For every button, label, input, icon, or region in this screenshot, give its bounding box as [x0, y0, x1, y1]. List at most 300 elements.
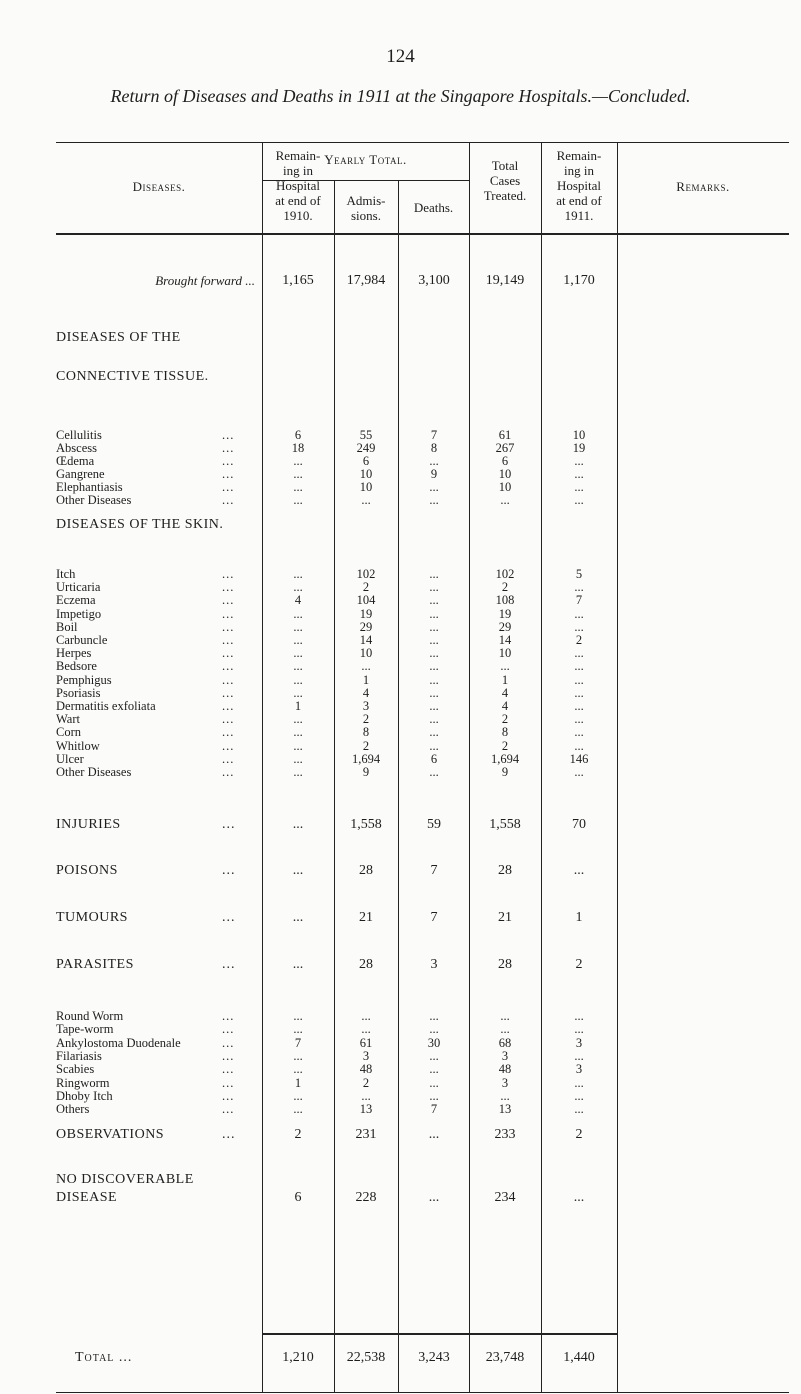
row-label: Dhoby Itch — [56, 1088, 113, 1103]
cell-value: 4 — [362, 685, 370, 700]
cell-value: 7 — [294, 1035, 302, 1050]
table-row — [0, 699, 801, 713]
cell-value: 1 — [575, 910, 583, 925]
cell-value: 14 — [359, 633, 373, 647]
cell-value: 7 — [430, 428, 438, 442]
cell-value: ... — [293, 765, 303, 779]
cell-value: ... — [428, 1190, 440, 1205]
leader-dots: ... — [222, 567, 235, 581]
cell-value: ... — [429, 725, 439, 740]
page-number: 124 — [386, 46, 415, 67]
header-remaining-1911 — [541, 148, 617, 223]
leader-dots: ... — [222, 454, 235, 468]
table-row — [0, 646, 801, 660]
cell-value: ... — [429, 567, 439, 581]
group-row — [0, 864, 801, 878]
header-line: ing in — [283, 163, 313, 178]
cell-value: ... — [292, 863, 304, 878]
row-label: Psoriasis — [56, 685, 101, 700]
cell-value: ... — [293, 454, 303, 468]
cell-value: ... — [293, 1022, 303, 1037]
cell-value: 2 — [501, 738, 509, 753]
cell-value: 6 — [430, 751, 438, 766]
brought-forward-label: Brought forward ... — [155, 273, 255, 288]
table-row — [0, 712, 801, 726]
leader-dots: ... — [222, 441, 235, 455]
leader-dots: ... — [222, 765, 235, 779]
cell-value: ... — [429, 493, 439, 507]
leader-dots: ... — [222, 1009, 235, 1023]
col-rule-3 — [398, 180, 399, 1392]
cell-value: 3,243 — [418, 1350, 450, 1365]
cell-value: ... — [573, 1190, 585, 1205]
cell-value: ... — [292, 957, 304, 972]
cell-value: ... — [293, 567, 303, 581]
cell-value: 233 — [494, 1127, 516, 1142]
row-label: Œdema — [56, 454, 95, 468]
cell-value: 7 — [430, 863, 438, 878]
row-label: Ulcer — [56, 751, 84, 766]
table-row — [0, 493, 801, 507]
cell-value: 1 — [362, 672, 370, 687]
cell-value: 9 — [362, 765, 370, 779]
row-label: Itch — [56, 567, 76, 581]
cell-value: 4 — [294, 593, 302, 608]
cell-value: ... — [429, 659, 439, 674]
leader-dots: ... — [222, 619, 235, 634]
cell-value: ... — [574, 738, 584, 753]
brought-forward-row — [0, 274, 801, 288]
cell-value: 17,984 — [346, 273, 386, 288]
col-rule-2 — [334, 180, 335, 1392]
row-label: Ringworm — [56, 1075, 110, 1090]
header-line: Treated. — [483, 188, 527, 203]
cell-value: 21 — [359, 910, 373, 925]
page-title: Return of Diseases and Deaths in 1911 at the Singapore Hospitals.—Concluded. — [110, 86, 691, 106]
section-skin: DISEASES OF THE SKIN. — [56, 517, 224, 532]
header-line: at end of — [275, 193, 321, 208]
header-line: sions. — [351, 208, 381, 223]
row-label: Other Diseases — [56, 493, 132, 507]
cell-value: 13 — [498, 1102, 512, 1117]
cell-value: 6 — [362, 454, 370, 468]
cell-value: 4 — [501, 699, 509, 713]
cell-value: ... — [574, 765, 584, 779]
cell-value: ... — [293, 738, 303, 753]
cell-value: 19 — [572, 441, 586, 455]
header-line: Hospital — [556, 178, 602, 193]
cell-value: 9 — [501, 765, 509, 779]
cell-value: 102 — [356, 567, 376, 581]
cell-value: 3,100 — [418, 273, 450, 288]
table-row — [0, 765, 801, 779]
no-disease-label-line-1: NO DISCOVERABLE — [56, 1172, 194, 1187]
leader-dots: ... — [222, 480, 235, 494]
row-label: Ankylostoma Duodenale — [56, 1035, 181, 1050]
cell-value: 48 — [359, 1062, 373, 1077]
cell-value: 1,170 — [563, 273, 595, 288]
cell-value: 8 — [362, 725, 370, 740]
leader-dots: ... — [222, 467, 235, 481]
leader-dots: ... — [222, 493, 235, 507]
header-remarks: Remarks. — [676, 179, 730, 194]
cell-value: 22,538 — [346, 1350, 386, 1365]
cell-value: 29 — [359, 619, 373, 634]
row-label: Cellulitis — [56, 428, 102, 442]
cell-value: 6 — [294, 1190, 302, 1205]
cell-value: ... — [293, 580, 303, 595]
cell-value: ... — [292, 910, 304, 925]
header-line: 1910. — [283, 208, 313, 223]
cell-value: ... — [429, 1009, 439, 1023]
cell-value: ... — [361, 1009, 371, 1023]
cell-value: 2 — [575, 1127, 583, 1142]
leader-dots: ... — [222, 699, 235, 713]
header-line: Total — [491, 158, 519, 173]
cell-value: ... — [574, 1102, 584, 1117]
cell-value: ... — [429, 1062, 439, 1077]
cell-value: 6 — [294, 428, 302, 442]
cell-value: 6 — [501, 454, 509, 468]
cell-value: ... — [429, 1048, 439, 1063]
table-row — [0, 480, 801, 494]
cell-value: ... — [574, 467, 584, 481]
cell-value: ... — [500, 1088, 510, 1103]
cell-value: ... — [429, 480, 439, 494]
cell-value: 3 — [575, 1062, 583, 1077]
row-label: Abscess — [56, 441, 97, 455]
table-row — [0, 1009, 801, 1023]
cell-value: 3 — [430, 957, 438, 972]
leader-dots: ... — [222, 606, 235, 621]
cell-value: 10 — [572, 428, 586, 442]
header-deaths: Deaths. — [413, 200, 454, 215]
leader-dots: ... — [222, 1102, 235, 1117]
header-line: ing in — [564, 163, 594, 178]
cell-value: 3 — [362, 1048, 370, 1063]
cell-value: 1,165 — [282, 273, 314, 288]
row-label: Total ... — [75, 1350, 133, 1365]
cell-value: ... — [361, 1022, 371, 1037]
leader-dots: ... — [222, 1022, 235, 1037]
leader-dots: ... — [222, 910, 236, 925]
section-connective-line-2: CONNECTIVE TISSUE. — [56, 369, 209, 384]
group-row — [0, 911, 801, 925]
cell-value: ... — [429, 1088, 439, 1103]
cell-value: 2 — [575, 633, 583, 647]
leader-dots: ... — [222, 428, 235, 442]
cell-value: 249 — [356, 441, 376, 455]
row-label: Herpes — [56, 646, 92, 661]
row-label: Boil — [56, 619, 78, 634]
cell-value: ... — [293, 659, 303, 674]
header-bottom-rule — [56, 233, 789, 235]
cell-value: ... — [293, 493, 303, 507]
cell-value: 10 — [359, 467, 373, 481]
table-row — [0, 454, 801, 468]
cell-value: 23,748 — [485, 1350, 525, 1365]
observations-row — [0, 1128, 801, 1142]
cell-value: 1,694 — [351, 751, 381, 766]
row-label: POISONS — [56, 863, 118, 878]
row-label: INJURIES — [56, 817, 121, 832]
cell-value: 9 — [430, 467, 438, 481]
cell-value: 1,440 — [563, 1350, 595, 1365]
cell-value: 18 — [291, 441, 305, 455]
cell-value: 8 — [501, 725, 509, 740]
cell-value: ... — [293, 1048, 303, 1063]
cell-value: 5 — [575, 567, 583, 581]
row-label: PARASITES — [56, 957, 134, 972]
leader-dots: ... — [222, 957, 236, 972]
header-line: Cases — [489, 173, 521, 188]
cell-value: ... — [429, 685, 439, 700]
cell-value: 1 — [294, 1075, 302, 1090]
row-label: Dermatitis exfoliata — [56, 699, 156, 713]
table-row — [0, 1062, 801, 1076]
cell-value: ... — [293, 712, 303, 727]
total-row — [0, 1351, 801, 1365]
cell-value: ... — [293, 725, 303, 740]
cell-value: 61 — [359, 1035, 373, 1050]
row-label: Round Worm — [56, 1009, 124, 1023]
row-label: Wart — [56, 712, 80, 727]
cell-value: ... — [293, 480, 303, 494]
leader-dots: ... — [222, 1048, 235, 1063]
no-disease-row — [0, 1191, 801, 1205]
cell-value: 2 — [501, 580, 509, 595]
cell-value: ... — [361, 659, 371, 674]
cell-value: 8 — [430, 441, 438, 455]
table-row — [0, 659, 801, 673]
cell-value: ... — [293, 1088, 303, 1103]
cell-value: 10 — [498, 480, 512, 494]
cell-value: 10 — [498, 467, 512, 481]
cell-value: 3 — [501, 1075, 509, 1090]
cell-value: ... — [574, 1009, 584, 1023]
cell-value: 13 — [359, 1102, 373, 1117]
row-label: Tape-worm — [56, 1022, 114, 1037]
cell-value: ... — [429, 454, 439, 468]
header-total-cases — [469, 158, 541, 203]
row-label: Filariasis — [56, 1048, 102, 1063]
table-row — [0, 1049, 801, 1063]
cell-value: ... — [574, 672, 584, 687]
cell-value: ... — [574, 1075, 584, 1090]
cell-value: 19,149 — [485, 273, 525, 288]
table-row — [0, 620, 801, 634]
cell-value: 7 — [575, 593, 583, 608]
row-label: Others — [56, 1102, 90, 1117]
leader-dots: ... — [222, 738, 235, 753]
cell-value: 7 — [430, 910, 438, 925]
row-label: OBSERVATIONS — [56, 1127, 165, 1142]
cell-value: ... — [500, 1009, 510, 1023]
no-disease-label-line-2: DISEASE — [56, 1190, 118, 1205]
cell-value: 7 — [430, 1102, 438, 1117]
total-rule — [262, 1333, 617, 1335]
cell-value: ... — [500, 659, 510, 674]
cell-value: 102 — [495, 567, 515, 581]
leader-dots: ... — [222, 580, 235, 595]
cell-value: 3 — [575, 1035, 583, 1050]
table-row — [0, 1022, 801, 1036]
cell-value: 267 — [495, 441, 515, 455]
table-row — [0, 607, 801, 621]
cell-value: 28 — [498, 957, 512, 972]
cell-value: ... — [292, 817, 304, 832]
leader-dots: ... — [222, 633, 235, 647]
cell-value: 55 — [359, 428, 373, 442]
cell-value: ... — [429, 593, 439, 608]
cell-value: 146 — [569, 751, 589, 766]
cell-value: ... — [293, 467, 303, 481]
top-rule — [56, 142, 789, 143]
row-label: Other Diseases — [56, 765, 132, 779]
cell-value: 1,694 — [490, 751, 520, 766]
table-row — [0, 633, 801, 647]
cell-value: ... — [574, 685, 584, 700]
cell-value: 2 — [501, 712, 509, 727]
cell-value: 2 — [362, 1075, 370, 1090]
cell-value: ... — [429, 699, 439, 713]
cell-value: ... — [500, 1022, 510, 1037]
cell-value: 70 — [572, 817, 586, 832]
row-label: Impetigo — [56, 606, 102, 621]
cell-value: 10 — [359, 646, 373, 661]
cell-value: ... — [429, 738, 439, 753]
leader-dots: ... — [222, 593, 235, 608]
table-row — [0, 1102, 801, 1116]
cell-value: 1 — [294, 699, 302, 713]
cell-value: ... — [293, 685, 303, 700]
cell-value: ... — [429, 606, 439, 621]
cell-value: ... — [428, 1127, 440, 1142]
leader-dots: ... — [222, 1062, 235, 1077]
row-label: Scabies — [56, 1062, 95, 1077]
group-row — [0, 818, 801, 832]
cell-value: 234 — [494, 1190, 516, 1205]
table-row — [0, 686, 801, 700]
leader-dots: ... — [222, 1127, 236, 1142]
leader-dots: ... — [222, 863, 236, 878]
table-row — [0, 739, 801, 753]
cell-value: 10 — [359, 480, 373, 494]
header-line: Admis- — [346, 193, 386, 208]
cell-value: 2 — [362, 712, 370, 727]
cell-value: ... — [293, 646, 303, 661]
cell-value: 2 — [362, 738, 370, 753]
cell-value: 28 — [359, 957, 373, 972]
cell-value: ... — [293, 672, 303, 687]
leader-dots: ... — [222, 712, 235, 727]
table-row — [0, 428, 801, 442]
leader-dots: ... — [222, 672, 235, 687]
row-label: Carbuncle — [56, 633, 108, 647]
leader-dots: ... — [222, 646, 235, 661]
cell-value: ... — [574, 646, 584, 661]
cell-value: 4 — [501, 685, 509, 700]
cell-value: 68 — [498, 1035, 512, 1050]
cell-value: 2 — [575, 957, 583, 972]
table-row — [0, 752, 801, 766]
cell-value: ... — [574, 454, 584, 468]
header-line: Hospital — [275, 178, 321, 193]
cell-value: ... — [429, 765, 439, 779]
cell-value: 29 — [498, 619, 512, 634]
cell-value: ... — [574, 493, 584, 507]
cell-value: ... — [293, 1009, 303, 1023]
cell-value: 48 — [498, 1062, 512, 1077]
header-line: 1911. — [564, 208, 594, 223]
cell-value: 19 — [498, 606, 512, 621]
leader-dots: ... — [222, 659, 235, 674]
row-label: Urticaria — [56, 580, 101, 595]
cell-value: ... — [574, 1048, 584, 1063]
group-row — [0, 958, 801, 972]
row-label: Whitlow — [56, 738, 100, 753]
cell-value: 228 — [355, 1190, 377, 1205]
row-label: Elephantiasis — [56, 480, 123, 494]
cell-value: 21 — [498, 910, 512, 925]
row-label: TUMOURS — [56, 910, 128, 925]
cell-value: 59 — [427, 817, 441, 832]
header-admissions — [334, 193, 398, 223]
leader-dots: ... — [222, 1075, 235, 1090]
table-row — [0, 467, 801, 481]
cell-value: 28 — [359, 863, 373, 878]
cell-value: 1 — [501, 672, 509, 687]
table-row — [0, 580, 801, 594]
cell-value: ... — [574, 725, 584, 740]
table-row — [0, 1089, 801, 1103]
cell-value: ... — [574, 480, 584, 494]
cell-value: ... — [574, 580, 584, 595]
cell-value: 10 — [498, 646, 512, 661]
row-label: Pemphigus — [56, 672, 112, 687]
leader-dots: ... — [222, 725, 235, 740]
table-row — [0, 1076, 801, 1090]
row-label: Bedsore — [56, 659, 97, 674]
cell-value: ... — [429, 672, 439, 687]
cell-value: ... — [429, 1075, 439, 1090]
header-line: Remain- — [556, 148, 602, 163]
table-row — [0, 441, 801, 455]
cell-value: ... — [574, 1088, 584, 1103]
header-yearly-total: Yearly Total. — [324, 152, 407, 167]
cell-value: ... — [574, 606, 584, 621]
cell-value: ... — [293, 606, 303, 621]
cell-value: 1,558 — [489, 817, 521, 832]
cell-value: 61 — [498, 428, 512, 442]
cell-value: ... — [429, 619, 439, 634]
leader-dots: ... — [222, 685, 235, 700]
cell-value: ... — [574, 659, 584, 674]
header-line: at end of — [556, 193, 602, 208]
cell-value: ... — [293, 633, 303, 647]
table-row — [0, 567, 801, 581]
cell-value: ... — [429, 646, 439, 661]
leader-dots: ... — [222, 817, 236, 832]
row-label: Corn — [56, 725, 81, 740]
cell-value: ... — [574, 699, 584, 713]
cell-value: 1,210 — [282, 1350, 314, 1365]
cell-value: 30 — [427, 1035, 441, 1050]
cell-value: ... — [429, 1022, 439, 1037]
leader-dots: ... — [222, 1035, 235, 1050]
cell-value: 3 — [501, 1048, 509, 1063]
cell-value: 3 — [362, 699, 370, 713]
